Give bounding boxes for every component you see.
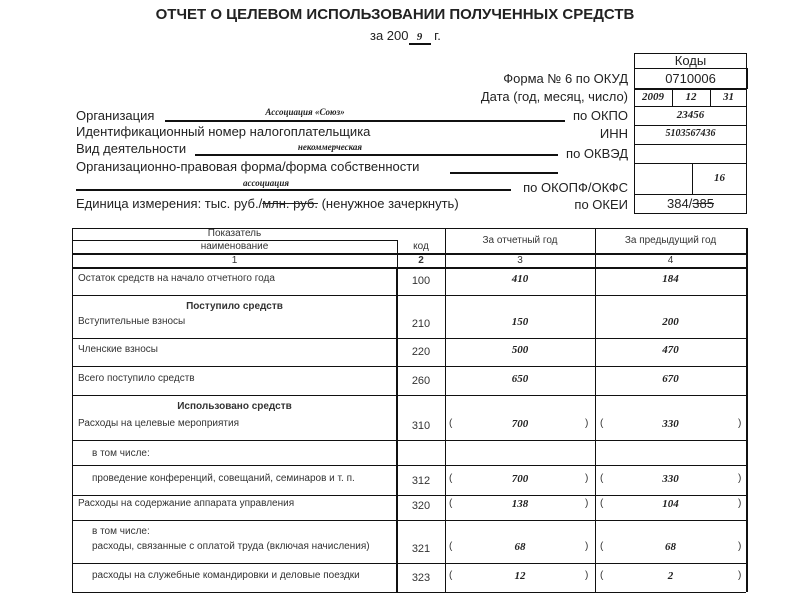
paren: ) [738,498,742,509]
row-previous-value[interactable]: 184 [662,273,679,285]
paren: ( [600,570,604,581]
inn-label: ИНН [599,126,628,141]
paren: ( [449,541,453,552]
row-name: Всего поступило средств [78,373,195,384]
column-number-4: 4 [667,255,674,266]
column-number-1: 1 [231,255,238,266]
row-previous-value[interactable]: 470 [662,344,679,356]
legal-form-label: Организационно-правовая форма/форма собственности [76,159,420,174]
unit-text: Единица измерения: тыс. руб./ [76,196,263,211]
okfs-code: 16 [714,172,725,184]
row-code: 321 [411,543,431,555]
okopf-label: по ОКОПФ/ОКФС [523,180,628,195]
row-name: Вступительные взносы [78,316,186,327]
row-divider [72,366,746,367]
row-code: 100 [411,275,431,287]
paren: ( [449,418,453,429]
org-label: Организация [76,108,155,123]
okpo-label: по ОКПО [572,108,628,123]
row-current-value[interactable]: 700 [511,418,529,430]
row-divider [72,465,746,466]
paren: ) [585,498,589,509]
paren: ) [585,418,589,429]
unit-label [76,196,459,211]
unit-note: (ненужное зачеркнуть) [321,196,459,211]
paren: ) [585,541,589,552]
activity-value[interactable]: некоммерческая [297,142,363,152]
date-day: 31 [723,91,734,103]
paren: ) [738,418,742,429]
okud-label: Форма № 6 по ОКУД [503,71,628,86]
paren: ) [585,570,589,581]
paren: ( [600,498,604,509]
row-name: Членские взносы [78,344,158,355]
row-divider [72,520,746,521]
paren: ( [600,473,604,484]
row-current-value[interactable]: 150 [511,316,529,328]
activity-label: Вид деятельности [76,141,187,156]
row-code: 320 [411,500,431,512]
paren: ( [449,498,453,509]
paren: ) [585,473,589,484]
row-name: Расходы на целевые мероприятия [78,418,239,429]
row-section-label: в том числе: [92,526,150,537]
row-current-value[interactable]: 500 [511,344,529,356]
row-previous-value[interactable]: 2 [667,570,674,582]
row-current-value[interactable]: 138 [511,498,529,510]
paren: ( [600,541,604,552]
header-indicator: Показатель [207,228,262,239]
paren: ( [449,473,453,484]
header-previous: За предыдущий год [624,235,717,246]
row-section-label: Поступило средств [186,301,283,312]
okpo-code: 23456 [676,109,705,121]
row-code: 210 [411,318,431,330]
row-current-value[interactable]: 650 [511,373,529,385]
inn-field-label: Идентификационный номер налогоплательщика [76,124,371,139]
report-title: ОТЧЕТ О ЦЕЛЕВОМ ИСПОЛЬЗОВАНИИ ПОЛУЧЕННЫХ СРЕДСТВ [155,6,635,23]
row-code: 260 [411,375,431,387]
row-code: 310 [411,420,431,432]
codes-header: Коды [674,53,707,68]
row-divider [72,395,746,396]
date-year: 2009 [642,91,664,103]
row-divider [72,295,746,296]
row-code: 220 [411,346,431,358]
row-divider [72,563,746,564]
header-current: За отчетный год [482,235,558,246]
okei-struck: 385 [692,196,714,211]
row-previous-value[interactable]: 330 [662,418,679,430]
date-label: Дата (год, месяц, число) [480,89,628,104]
row-name: расходы на служебные командировки и деловые поездки [92,570,360,581]
row-name: Остаток средств на начало отчетного года [78,273,275,284]
row-previous-value[interactable]: 330 [662,473,679,485]
unit-struck: млн. руб. [262,196,318,211]
row-previous-value[interactable]: 670 [662,373,679,385]
period-prefix: за 200 [370,28,409,43]
row-name: Расходы на содержание аппарата управления [78,498,295,509]
okei-main: 384/ [666,196,693,211]
row-current-value[interactable]: 700 [511,473,529,485]
row-previous-value[interactable]: 104 [662,498,679,510]
row-previous-value[interactable]: 68 [665,541,676,553]
row-divider [72,495,746,496]
row-current-value[interactable]: 12 [514,570,526,582]
paren: ( [600,418,604,429]
date-month: 12 [685,91,697,103]
okud-code: 0710006 [665,71,716,86]
column-number-3: 3 [517,255,523,266]
row-divider [72,592,746,593]
row-previous-value[interactable]: 200 [662,316,679,328]
period-suffix: г. [434,28,441,43]
org-value[interactable]: Ассоциация «Союз» [265,107,345,117]
header-code: код [413,241,429,252]
row-section-label: Использовано средств [177,401,292,412]
inn-code: 5103567436 [665,128,716,139]
column-number-2: 2 [418,255,424,266]
okved-label: по ОКВЭД [566,146,628,161]
row-code: 312 [411,475,431,487]
header-name: наименование [200,241,269,252]
row-name: в том числе: [92,448,150,459]
okei-code [634,196,747,211]
paren: ) [738,570,742,581]
row-code: 323 [411,572,431,584]
paren: ) [738,541,742,552]
paren: ) [738,473,742,484]
row-current-value[interactable]: 410 [511,273,529,285]
paren: ( [449,570,453,581]
report-period [370,28,441,45]
row-name: проведение конференций, совещаний, семинаров и т. п. [92,473,355,484]
row-name: расходы, связанные с оплатой труда (включая начисления) [92,541,370,552]
row-divider [72,440,746,441]
period-year: 9 [409,31,431,45]
row-current-value[interactable]: 68 [514,541,526,553]
legal-form-value[interactable]: ассоциация [243,178,289,188]
okei-label: по ОКЕИ [574,197,628,212]
row-divider [72,338,746,339]
